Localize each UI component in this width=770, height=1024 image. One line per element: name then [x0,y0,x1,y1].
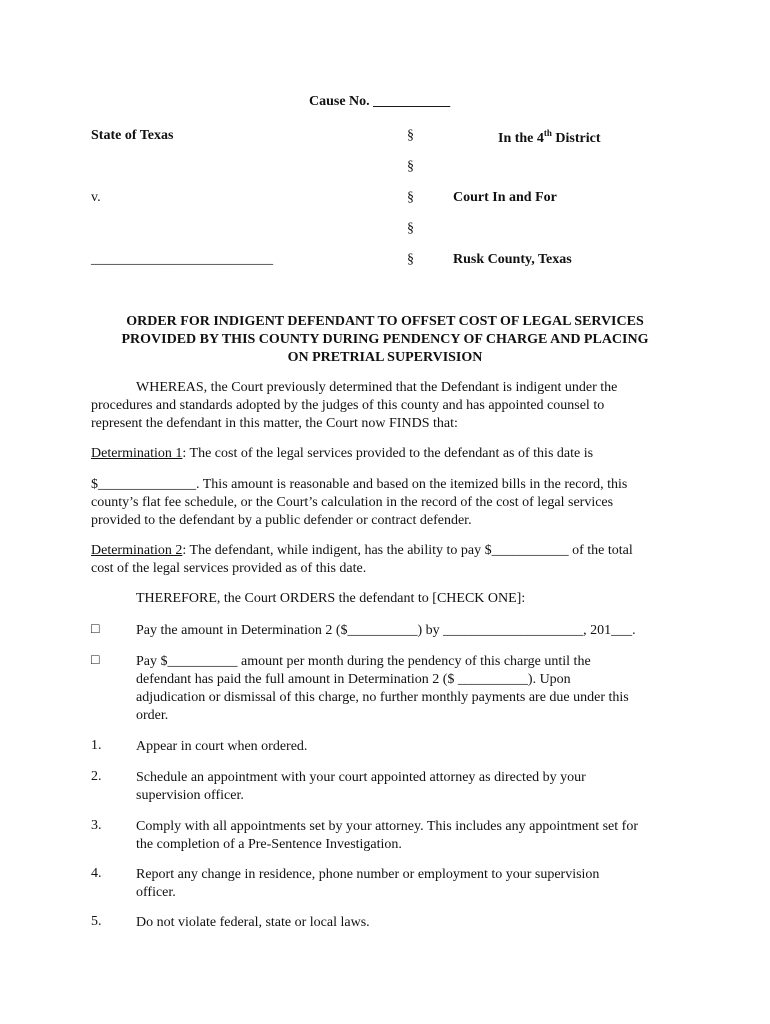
defendant-name-blank: __________________________ [91,252,273,267]
condition-line: Comply with all appointments set by your attorney. This includes any appointment set for [136,819,638,834]
paragraph-line: Determination 1: The cost of the legal services provided to the defendant as of this date is [91,446,594,461]
option-line: adjudication or dismissal of this charge, no further monthly payments are due under this [136,690,629,705]
determination-label: Determination 1 [91,446,183,461]
section-mark: § [407,221,414,236]
paragraph-line: provided to the defendant by a public defender or contract defender. [91,513,472,528]
section-mark: § [407,252,414,267]
whereas-paragraph [91,379,686,433]
paragraph-line: $______________. This amount is reasonable and based on the itemized bills in the record, this [91,477,628,492]
determination-label: Determination 2 [91,543,183,558]
checkbox-icon[interactable]: □ [91,653,100,668]
condition-number: 4. [91,866,102,881]
paragraph-line: WHEREAS, the Court previously determined that the Defendant is indigent under the [136,380,618,395]
court-label: Court In and For [453,190,557,205]
section-mark: § [407,128,414,143]
condition-line: Report any change in residence, phone number or employment to your supervision [136,867,600,882]
district-label: In the 4th District [498,128,601,146]
county-label: Rusk County, Texas [453,252,572,267]
checkbox-icon[interactable]: □ [91,622,100,637]
option-line: Pay the amount in Determination 2 ($__________) by ____________________, 201___. [136,623,636,638]
paragraph-line: represent the defendant in this matter, the Court now FINDS that: [91,416,458,431]
condition-number: 5. [91,914,102,929]
title-line: ON PRETRIAL SUPERVISION [287,350,483,365]
condition-number: 3. [91,818,102,833]
condition-number: 1. [91,738,102,753]
condition-line: officer. [136,885,176,900]
condition-line: Do not violate federal, state or local laws. [136,915,370,930]
condition-line: Appear in court when ordered. [136,739,308,754]
determination-1-paragraph [91,445,686,463]
paragraph-line: cost of the legal services provided as of this date. [91,561,367,576]
option-line: Pay $__________ amount per month during the pendency of this charge until the [136,654,591,669]
document-title [90,313,680,367]
condition-number: 2. [91,769,102,784]
paragraph-line: Determination 2: The defendant, while indigent, has the ability to pay $___________ of the total [91,543,633,558]
cause-number: Cause No. ___________ [309,94,451,109]
condition-item [136,866,686,902]
option-pay-lump-sum [136,622,686,640]
section-mark: § [407,190,414,205]
condition-line: the completion of a Pre-Sentence Investigation. [136,837,402,852]
condition-line: Schedule an appointment with your court appointed attorney as directed by your [136,770,586,785]
condition-item [136,914,686,932]
condition-item [136,818,686,854]
determination-2-paragraph [91,542,686,578]
paragraph-line: county’s flat fee schedule, or the Court’s calculation in the record of the cost of legal services [91,495,614,510]
versus-label: v. [91,190,101,205]
paragraph-line: procedures and standards adopted by the judges of this county and has appointed counsel to [91,398,605,413]
condition-item [136,738,686,756]
orders-intro: THEREFORE, the Court ORDERS the defendant to [CHECK ONE]: [136,591,526,606]
determination-1-amount [91,476,686,530]
option-line: defendant has paid the full amount in Determination 2 ($ __________). Upon [136,672,571,687]
title-line: PROVIDED BY THIS COUNTY DURING PENDENCY OF CHARGE AND PLACING [121,332,649,347]
section-mark: § [407,159,414,174]
option-pay-monthly [136,653,686,725]
party-state: State of Texas [91,128,174,143]
option-line: order. [136,708,169,723]
condition-line: supervision officer. [136,788,244,803]
title-line: ORDER FOR INDIGENT DEFENDANT TO OFFSET COST OF LEGAL SERVICES [126,314,644,329]
condition-item [136,769,686,805]
